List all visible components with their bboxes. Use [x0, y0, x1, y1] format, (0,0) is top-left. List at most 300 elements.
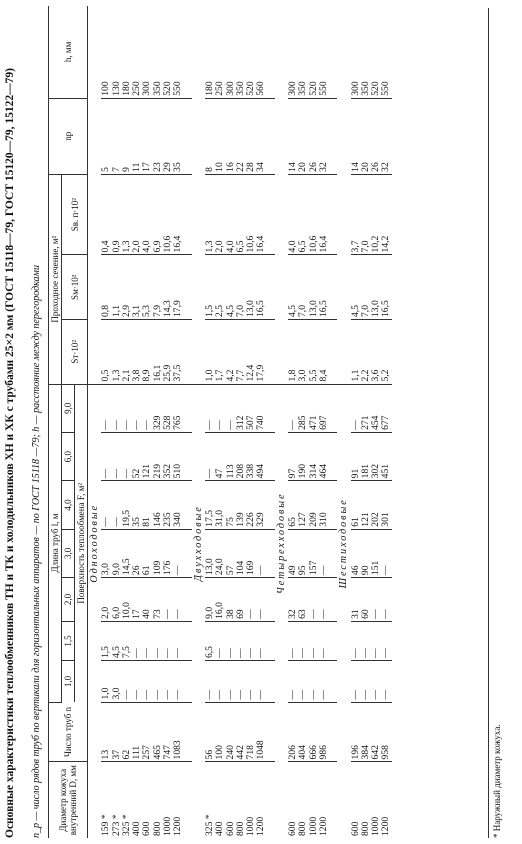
table-cell: 1000 [162, 816, 174, 836]
gap-cell [329, 578, 337, 622]
table-cell: 1000 [245, 816, 257, 836]
table-cell: 32 [381, 98, 391, 174]
table-cell: — [288, 384, 298, 432]
table-cell: 600 [141, 821, 153, 836]
table-cell: 16,4 [319, 174, 329, 255]
table-cell: — [351, 621, 361, 660]
table-cell: — [101, 432, 111, 480]
table-cell: — [122, 384, 132, 432]
table-cell: 16,4 [173, 174, 183, 255]
table-cell: 52 [132, 432, 142, 480]
table-cell: — [246, 621, 256, 660]
table-cell: 35 [173, 98, 183, 174]
table-cell: 560 [256, 6, 266, 98]
table-cell: 34 [256, 98, 266, 174]
table-cell: 13 [101, 702, 111, 762]
table-cell: 209 [309, 481, 319, 529]
gap-cell [184, 320, 192, 385]
section-header-spacer [275, 702, 288, 838]
table-cell: 1048 [256, 702, 266, 762]
gap-cell [267, 255, 275, 320]
table-cell: 97 [288, 432, 298, 480]
table-cell: 329 [256, 481, 266, 529]
table-cell: 350 [236, 6, 246, 98]
table-cell: 273 * [110, 814, 122, 836]
table-cell: 2,9 [122, 255, 132, 320]
table-cell: 520 [371, 6, 381, 98]
table-cell: 7,5 [122, 621, 132, 660]
table-cell: 740 [256, 384, 266, 432]
table-cell: 7,9 [153, 255, 163, 320]
table-cell: — [256, 529, 266, 577]
table-cell: 1,7 [215, 320, 225, 385]
table-cell: 2,1 [122, 320, 132, 385]
table-cell: 2,0 [101, 578, 111, 622]
gap-cell [329, 255, 337, 320]
table-cell: 384 [361, 702, 371, 762]
table-cell: — [142, 384, 152, 432]
table-cell: 4,5 [226, 255, 236, 320]
table-cell: 20 [298, 98, 308, 174]
table-row [319, 6, 329, 838]
table-cell: 121 [361, 481, 371, 529]
table-cell: 8,9 [142, 320, 152, 385]
header-s-m: Sм·10² [62, 255, 88, 320]
table-cell: 507 [246, 384, 256, 432]
gap-cell [329, 174, 337, 255]
table-cell: — [173, 529, 183, 577]
table-cell: 310 [319, 481, 329, 529]
table-cell: — [173, 661, 183, 702]
table-cell: 130 [112, 6, 122, 98]
table-cell: 1200 [255, 816, 267, 836]
table-cell: 7,0 [361, 255, 371, 320]
table-cell: 800 [297, 821, 309, 836]
table-cell: — [288, 621, 298, 660]
gap-cell [184, 702, 192, 762]
table-cell: 235 [163, 481, 173, 529]
gap-cell [329, 762, 337, 838]
table-cell: 600 [287, 821, 299, 836]
table-cell: 14 [288, 98, 298, 174]
table-cell: — [381, 529, 391, 577]
table-cell: 61 [351, 481, 361, 529]
table-cell: 958 [381, 702, 391, 762]
table-cell: 24,0 [215, 529, 225, 577]
gap-cell [267, 174, 275, 255]
table-cell: 28 [246, 98, 256, 174]
table-cell: 17,9 [173, 255, 183, 320]
section-header-row [337, 6, 350, 838]
table-cell: 1083 [173, 702, 183, 762]
table-cell: — [309, 661, 319, 702]
table-cell: 16,5 [256, 255, 266, 320]
table-cell: 49 [288, 529, 298, 577]
table-cell: 22 [236, 98, 246, 174]
table-cell: 157 [309, 529, 319, 577]
table-cell: 550 [319, 6, 329, 98]
table-cell: 1,0 [205, 320, 215, 385]
table-cell: 10,0 [122, 578, 132, 622]
table-cell: 32 [288, 578, 298, 622]
header-length-3: 2,0 [62, 578, 75, 622]
header-tubes: Число труб n [49, 702, 88, 762]
gap-cell [329, 6, 337, 98]
table-cell: 5,5 [309, 320, 319, 385]
table-cell: — [371, 661, 381, 702]
table-cell: 7,0 [361, 174, 371, 255]
table-cell: 765 [173, 384, 183, 432]
footnote: * Наружный диаметр кожуха. [488, 8, 502, 838]
table-cell: 520 [163, 6, 173, 98]
table-cell: 1,5 [101, 621, 111, 660]
table-cell: 2,2 [361, 320, 371, 385]
table-cell: 350 [298, 6, 308, 98]
table-cell: 520 [309, 6, 319, 98]
table-cell: — [361, 661, 371, 702]
table-cell: 57 [226, 529, 236, 577]
table-cell: 219 [153, 432, 163, 480]
gap-cell [329, 702, 337, 762]
table-cell: — [205, 661, 215, 702]
table-body [88, 6, 392, 838]
table-cell: 312 [236, 384, 246, 432]
header-length-1: 1,0 [62, 661, 75, 702]
section-label: Четырехходовые [275, 492, 287, 595]
group-gap [267, 6, 275, 838]
gap-cell [267, 702, 275, 762]
table-cell: — [173, 621, 183, 660]
table-cell: 16,5 [319, 255, 329, 320]
table-cell: 3,0 [101, 529, 111, 577]
table-cell: 100 [101, 6, 111, 98]
table-cell: 146 [153, 481, 163, 529]
table-cell: 26 [309, 98, 319, 174]
table-cell: 60 [361, 578, 371, 622]
group-gap [329, 6, 337, 838]
table-cell: — [319, 529, 329, 577]
gap-cell [184, 384, 192, 432]
section-header-row [88, 6, 102, 838]
table-cell: 62 [122, 702, 132, 762]
table-cell: 800 [359, 821, 371, 836]
table-cell: 17,9 [256, 320, 266, 385]
table-cell: 300 [142, 6, 152, 98]
table-cell: 1,0 [101, 661, 111, 702]
gap-cell [184, 255, 192, 320]
table-cell: 1,3 [205, 174, 215, 255]
section-header-row [275, 6, 288, 838]
table-cell: 528 [163, 384, 173, 432]
table-cell: — [298, 661, 308, 702]
table-cell: 75 [226, 481, 236, 529]
table-cell: 1,8 [288, 320, 298, 385]
table-cell: 0,4 [101, 174, 111, 255]
table-cell: 240 [226, 702, 236, 762]
table-cell: 1200 [172, 816, 184, 836]
table-cell: 19,5 [122, 481, 132, 529]
table-cell: 91 [351, 432, 361, 480]
gap-cell [184, 432, 192, 480]
table-cell: — [256, 661, 266, 702]
table-cell: 7 [112, 98, 122, 174]
table-cell: 800 [234, 821, 246, 836]
table-cell: — [142, 661, 152, 702]
table-cell: 180 [122, 6, 132, 98]
table-cell: 56 [205, 702, 215, 762]
gap-cell [267, 621, 275, 660]
table-cell: — [381, 578, 391, 622]
table-cell: — [215, 621, 225, 660]
gap-cell [184, 578, 192, 622]
table-cell: 250 [215, 6, 225, 98]
gap-cell [184, 529, 192, 577]
table-cell: 1000 [307, 816, 319, 836]
table-cell: — [319, 621, 329, 660]
gap-cell [184, 481, 192, 529]
table-cell: — [163, 661, 173, 702]
table-cell: 747 [163, 702, 173, 762]
header-length-6: 6,0 [62, 432, 75, 480]
table-cell: 26 [371, 98, 381, 174]
table-cell: 9,0 [205, 578, 215, 622]
table-cell: 202 [371, 481, 381, 529]
table-cell: — [153, 661, 163, 702]
header-length-5: 4,0 [62, 481, 75, 529]
table-cell: 2,0 [132, 174, 142, 255]
table-cell: 4,0 [226, 174, 236, 255]
table-cell: 3,7 [351, 174, 361, 255]
table-cell: 300 [226, 6, 236, 98]
table-cell: 16,4 [256, 174, 266, 255]
gap-cell [184, 661, 192, 702]
table-cell: 986 [319, 702, 329, 762]
section-label: Двухходовые [192, 505, 204, 582]
table-cell: 464 [319, 432, 329, 480]
table-cell: 1,1 [351, 320, 361, 385]
gap-cell [267, 320, 275, 385]
table-cell: — [173, 578, 183, 622]
table-cell: — [142, 621, 152, 660]
table-cell: 510 [173, 432, 183, 480]
header-length-2: 1,5 [62, 621, 75, 660]
table-cell: — [351, 384, 361, 432]
header-surface: Поверхность теплообмена F, м² [75, 384, 88, 702]
table-cell: — [101, 384, 111, 432]
table-cell: 151 [371, 529, 381, 577]
table-title: Основные характеристики теплообменников ТН и ТК и холодильников ХН и ХК с трубами 25×2 мм (ГОСТ 15118—79, ГОСТ 15120—79, 15122—79) [4, 68, 16, 838]
table-cell: 4,0 [142, 174, 152, 255]
table-cell: 69 [236, 578, 246, 622]
table-cell: 47 [215, 432, 225, 480]
section-header-spacer [275, 6, 288, 384]
table-cell: 325 * [203, 814, 215, 836]
table-cell: — [112, 384, 122, 432]
table-cell: 5,3 [142, 255, 152, 320]
table-cell: 31,0 [215, 481, 225, 529]
table-cell: 338 [246, 432, 256, 480]
table-cell: 3,6 [371, 320, 381, 385]
table-cell: 454 [371, 384, 381, 432]
section-header-spacer [337, 6, 350, 384]
table-cell: 226 [246, 481, 256, 529]
gap-cell [184, 174, 192, 255]
header-s-v: Sв. п·10² [62, 174, 88, 255]
table-cell: 352 [163, 432, 173, 480]
table-cell: 206 [288, 702, 298, 762]
table-cell: — [132, 621, 142, 660]
table-cell: — [309, 621, 319, 660]
table-cell: 600 [349, 821, 361, 836]
table-cell: 73 [153, 578, 163, 622]
table-cell: 0,9 [112, 174, 122, 255]
table-cell: 111 [132, 702, 142, 762]
table-cell: 697 [319, 384, 329, 432]
table-cell: 7,0 [298, 255, 308, 320]
section-header-row [192, 6, 205, 838]
table-row [256, 6, 266, 838]
table-cell: — [288, 661, 298, 702]
table-cell: 550 [381, 6, 391, 98]
table-subtitle: n_р — число рядов труб по вертикали для горизонтальных аппаратов — по ГОСТ 15118 —79; h — расстояние между перегородками [31, 265, 42, 838]
table-cell: 29 [163, 98, 173, 174]
gap-cell [267, 762, 275, 838]
gap-cell [329, 661, 337, 702]
section-label: Шестиходовые [338, 498, 350, 589]
table-cell: 0,5 [101, 320, 111, 385]
table-cell: 1200 [317, 816, 329, 836]
table-cell: 4,5 [288, 255, 298, 320]
gap-cell [184, 98, 192, 174]
table-cell: 159 * [100, 814, 112, 836]
table-cell: 1,1 [112, 255, 122, 320]
table-cell: 2,5 [215, 255, 225, 320]
table-cell: 12,4 [246, 320, 256, 385]
table-cell: — [226, 621, 236, 660]
table-cell: 0,8 [101, 255, 111, 320]
table-cell: 471 [309, 384, 319, 432]
table-cell: 677 [381, 384, 391, 432]
table-cell: 61 [142, 529, 152, 577]
table-cell: 100 [215, 702, 225, 762]
section-label: Одноходовые [89, 503, 100, 583]
table-cell: 442 [236, 702, 246, 762]
table-cell: 4,5 [351, 255, 361, 320]
table-cell: 271 [361, 384, 371, 432]
table-cell: — [112, 432, 122, 480]
section-header-spacer [192, 6, 205, 384]
table-cell: 285 [298, 384, 308, 432]
table-cell: 520 [246, 6, 256, 98]
gap-cell [329, 432, 337, 480]
table-cell: 208 [236, 432, 246, 480]
gap-cell [267, 6, 275, 98]
table-cell: — [205, 432, 215, 480]
table-cell: 4,0 [288, 174, 298, 255]
table-cell: 6,9 [153, 174, 163, 255]
table-cell: 127 [298, 481, 308, 529]
table-cell: — [132, 384, 142, 432]
table-cell: 65 [288, 481, 298, 529]
table-cell: — [215, 384, 225, 432]
gap-cell [329, 481, 337, 529]
table-cell: 350 [361, 6, 371, 98]
table-cell: 16,5 [381, 255, 391, 320]
table-cell: — [215, 661, 225, 702]
table-cell: — [246, 661, 256, 702]
table-cell: — [361, 621, 371, 660]
table-cell: 169 [246, 529, 256, 577]
table-cell: 404 [298, 702, 308, 762]
table-cell: 32 [319, 98, 329, 174]
table-cell: 40 [142, 578, 152, 622]
table-cell: 13,0 [246, 255, 256, 320]
header-length-7: 9,0 [62, 384, 75, 432]
table-cell: 13,0 [205, 529, 215, 577]
table-cell: — [381, 621, 391, 660]
table-cell: 329 [153, 384, 163, 432]
gap-cell [267, 529, 275, 577]
header-s-t: Sт·10² [62, 320, 88, 385]
table-cell: 642 [371, 702, 381, 762]
table-cell: — [371, 621, 381, 660]
table-cell: 121 [142, 432, 152, 480]
table-cell: 1,5 [205, 255, 215, 320]
table-cell: — [351, 661, 361, 702]
table-cell: 800 [151, 821, 163, 836]
table-cell: 35 [132, 481, 142, 529]
table-cell: 17 [132, 578, 142, 622]
gap-cell [329, 98, 337, 174]
table-cell: 666 [309, 702, 319, 762]
table-cell: 14 [351, 98, 361, 174]
table-cell: 1,3 [122, 174, 132, 255]
table-cell: 2,0 [215, 174, 225, 255]
table-cell: — [236, 661, 246, 702]
table-cell: — [256, 621, 266, 660]
table-cell: 718 [246, 702, 256, 762]
section-header-spacer [88, 6, 102, 384]
table-cell: 300 [351, 6, 361, 98]
gap-cell [267, 661, 275, 702]
table-cell: 9 [122, 98, 132, 174]
table-cell: 23 [153, 98, 163, 174]
gap-cell [329, 384, 337, 432]
table-cell: — [226, 384, 236, 432]
gap-cell [267, 481, 275, 529]
table-cell: 494 [256, 432, 266, 480]
table-cell: 190 [298, 432, 308, 480]
table-cell: 37,5 [173, 320, 183, 385]
table-cell: 250 [132, 6, 142, 98]
table-cell: 400 [214, 821, 226, 836]
table-cell: 10,6 [246, 174, 256, 255]
table-cell: 5,2 [381, 320, 391, 385]
table-cell: 314 [309, 432, 319, 480]
table-cell: — [163, 621, 173, 660]
table-cell: — [122, 661, 132, 702]
table-cell: 1200 [380, 816, 392, 836]
table-cell: 46 [351, 529, 361, 577]
gap-cell [267, 384, 275, 432]
table-cell: — [163, 578, 173, 622]
table-cell: 14,5 [122, 529, 132, 577]
table-cell: — [319, 578, 329, 622]
table-cell: 350 [153, 6, 163, 98]
table-cell: 7,0 [236, 255, 246, 320]
table-cell: 325 * [120, 814, 132, 836]
table-cell: 16,1 [153, 320, 163, 385]
